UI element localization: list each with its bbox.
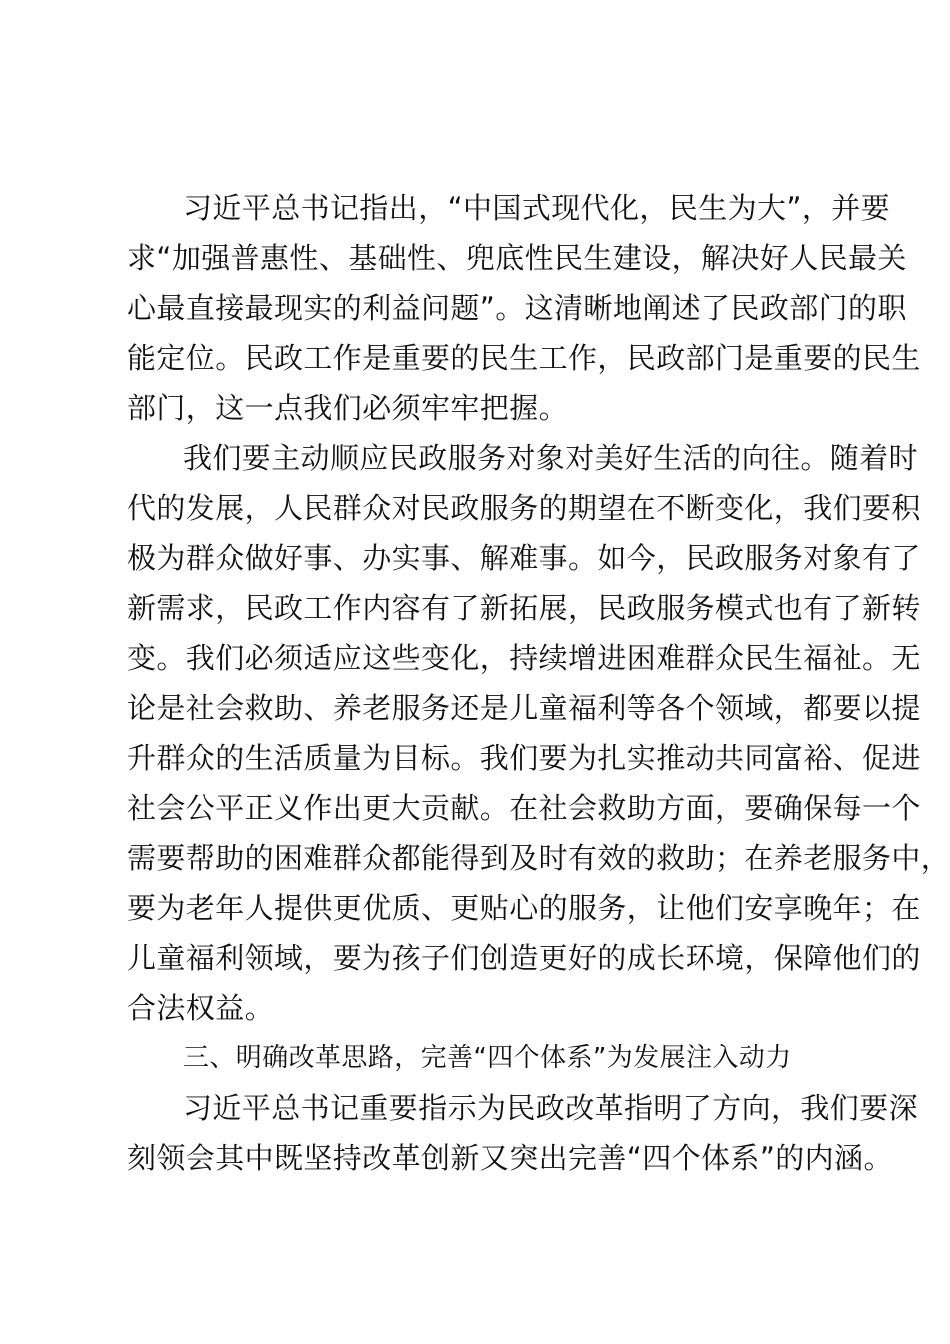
paragraph-line: 刻领会其中既坚持改革创新又突出完善“四个体系”的内涵。: [127, 1141, 893, 1175]
paragraph-3: [127, 1083, 919, 1183]
paragraph-line: 要为老年人提供更优质、更贴心的服务，让他们安享晚年；在: [127, 891, 921, 925]
paragraph-line: 我们要主动顺应民政服务对象对美好生活的向往。随着时: [183, 441, 919, 475]
paragraph-line: 变。我们必须适应这些变化，持续增进困难群众民生福祉。无: [127, 641, 921, 675]
paragraph-line: 代的发展，人民群众对民政服务的期望在不断变化，我们要积: [127, 491, 921, 525]
paragraph-2: [127, 433, 950, 1033]
paragraph-1: [127, 183, 921, 433]
paragraph-line: 需要帮助的困难群众都能得到及时有效的救助；在养老服务中，: [127, 841, 950, 875]
paragraph-line: 极为群众做好事、办实事、解难事。如今，民政服务对象有了: [127, 541, 921, 575]
paragraph-line: 能定位。民政工作是重要的民生工作，民政部门是重要的民生: [127, 341, 921, 375]
heading-line: 三、明确改革思路，完善“四个体系”为发展注入动力: [183, 1043, 792, 1073]
paragraph-line: 合法权益。: [127, 991, 275, 1025]
paragraph-line: 升群众的生活质量为目标。我们要为扎实推动共同富裕、促进: [127, 741, 921, 775]
paragraph-line: 论是社会救助、养老服务还是儿童福利等各个领域，都要以提: [127, 691, 921, 725]
paragraph-line: 习近平总书记指出，“中国式现代化，民生为大”，并要: [183, 191, 891, 225]
paragraph-line: 新需求，民政工作内容有了新拓展，民政服务模式也有了新转: [127, 591, 921, 625]
paragraph-line: 部门，这一点我们必须牢牢把握。: [127, 391, 569, 425]
paragraph-line: 求“加强普惠性、基础性、兜底性民生建设，解决好人民最关: [127, 241, 907, 275]
paragraph-line: 心最直接最现实的利益问题”。这清晰地阐述了民政部门的职: [127, 291, 907, 325]
paragraph-line: 社会公平正义作出更大贡献。在社会救助方面，要确保每一个: [127, 791, 921, 825]
paragraph-line: 习近平总书记重要指示为民政改革指明了方向，我们要深: [183, 1091, 919, 1125]
document-body: [127, 183, 950, 1183]
section-heading: [127, 1033, 833, 1083]
paragraph-line: 儿童福利领域，要为孩子们创造更好的成长环境，保障他们的: [127, 941, 921, 975]
